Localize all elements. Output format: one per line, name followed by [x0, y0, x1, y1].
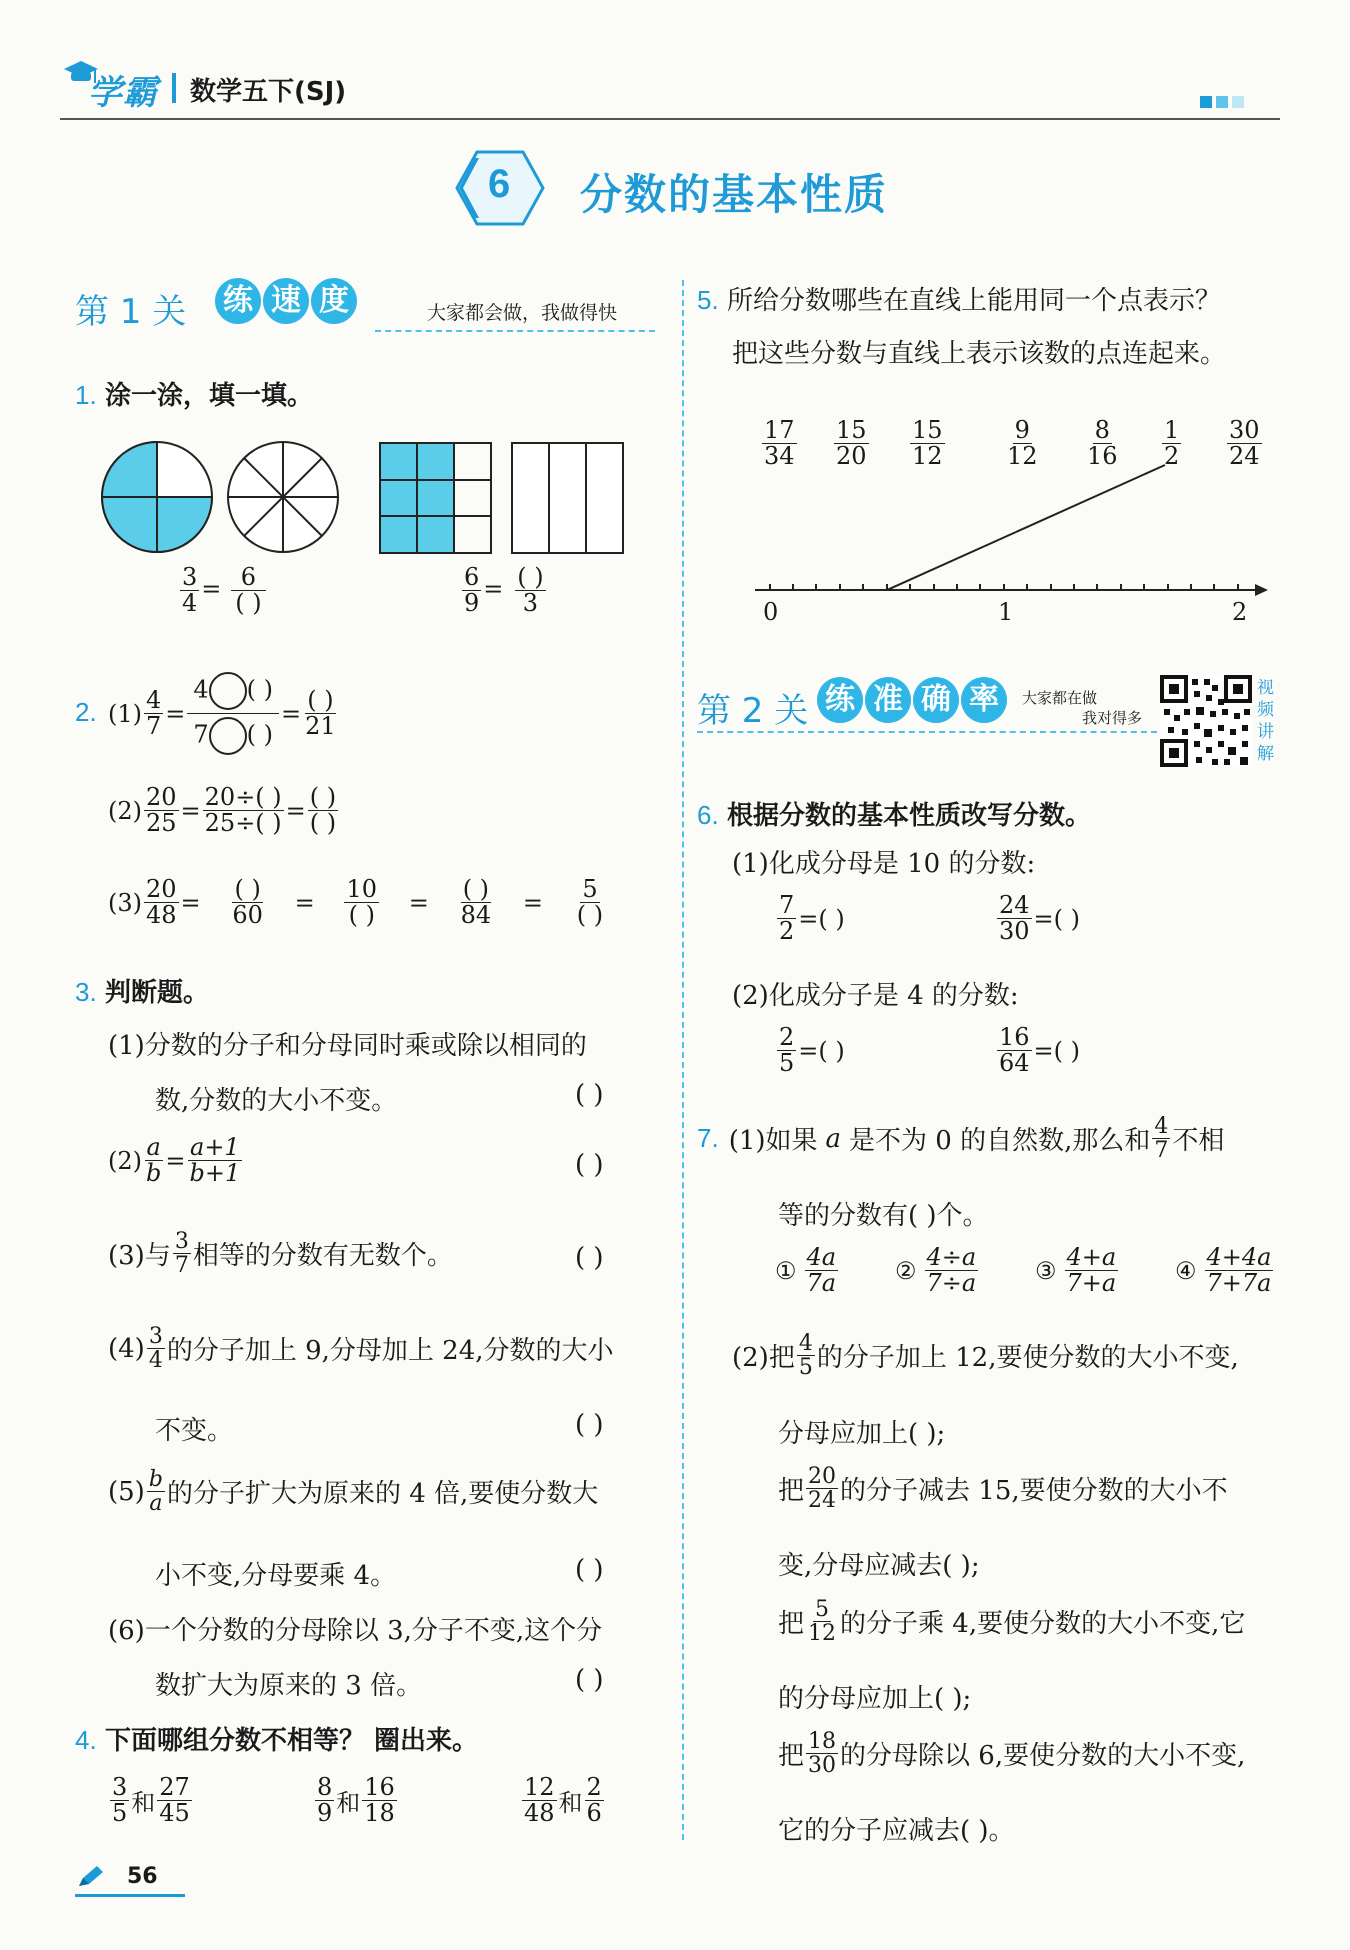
q3-item-1-line1: (1)分数的分子和分母同时乘或除以相同的: [108, 1031, 587, 1061]
axis-label-1: 1: [998, 598, 1014, 626]
q3-item-4: (4) $\frac{3}{4}$ 的分子加上 9,分母加上 24,分数的大小: [108, 1324, 614, 1374]
connecting-line: [887, 465, 1165, 590]
q5-prompt: 5. 所给分数哪些在直线上能用同一个点表示？: [697, 285, 1221, 316]
q1-prompt: 1. 涂一涂，填一填。: [75, 380, 313, 411]
q7-option-1[interactable]: ① $\frac{4a}{7a}$: [775, 1243, 837, 1298]
q3-item-5: (5) $\frac{b}{a}$ 的分子扩大为原来的 4 倍,要使分数大: [108, 1467, 599, 1517]
level1-label: 第 1 关: [75, 292, 187, 332]
axis-label-2: 2: [1232, 598, 1248, 626]
qr-code-icon[interactable]: [1160, 675, 1252, 767]
q6-part-1: (1)化成分母是 10 的分数:: [732, 849, 1036, 879]
q5-prompt-line2: 把这些分数与直线上表示该数的点连起来。: [732, 339, 1227, 369]
footer: [75, 1862, 185, 1902]
q2-number: 2.: [75, 697, 97, 727]
q7-option-4[interactable]: ④ $\frac{4+4a}{7+7a}$: [1175, 1243, 1272, 1298]
q7-sentence-4: 把 $\frac{18}{30}$ 的分母除以 6,要使分数的大小不变,: [778, 1729, 1246, 1779]
q7-sentence-3-line2: 的分母应加上( );: [778, 1684, 972, 1714]
level2-heading: [697, 675, 1282, 770]
thirds-rect: [512, 443, 623, 553]
q3-item-5-line2: 小不变,分母要乘 4。: [155, 1561, 397, 1591]
axis-label-0: 0: [763, 598, 779, 626]
q3-item-6-line1: (6)一个分数的分母除以 3,分子不变,这个分: [108, 1616, 603, 1646]
q6-part-2-item-2: $\frac{16}{64}$ =( ): [999, 1023, 1081, 1078]
q3-item-3: (3)与 $\frac{3}{7}$ 相等的分数有无数个。: [108, 1229, 453, 1279]
shaded-circle: [102, 442, 212, 552]
q5-fraction[interactable]: $\frac{1}{2}$: [1164, 416, 1180, 471]
q5-fraction[interactable]: $\frac{8}{16}$: [1087, 416, 1118, 471]
q7-option-3[interactable]: ③ $\frac{4+a}{7+a}$: [1035, 1243, 1117, 1298]
q1-figures: [100, 438, 640, 558]
q5-fraction[interactable]: $\frac{15}{20}$: [836, 416, 867, 471]
level1-slogan: 大家都会做，我做得快: [427, 302, 618, 324]
q6-part-2: (2)化成分子是 4 的分数:: [732, 981, 1019, 1011]
level2-slogan-2: 我对得多: [1082, 709, 1143, 727]
pencil-icon: [75, 1864, 105, 1890]
q4-pair-3[interactable]: $\frac{12}{48}$ 和 $\frac{2}{6}$: [524, 1773, 602, 1828]
q2-part-3: (3) $\frac{20}{48}$ = $\frac{( )}{60}$ = $\frac{10}{( )}$ = $\frac{( )}{84}$ = $\frac{5}{( )}$: [108, 875, 604, 930]
axis-arrow: [1255, 584, 1268, 596]
answer-blank[interactable]: =( ): [798, 1036, 845, 1065]
q6-part-1-item-1: $\frac{7}{2}$ =( ): [779, 891, 845, 946]
q5-fraction[interactable]: $\frac{30}{24}$: [1229, 416, 1260, 471]
page-number: 56: [127, 1864, 158, 1889]
q3-item-4-line2: 不变。: [155, 1416, 234, 1446]
axis-ticks: [770, 584, 1238, 590]
q5-fraction[interactable]: $\frac{15}{12}$: [912, 416, 943, 471]
q2-part-2: (2) $\frac{20}{25}$ = $\frac{20\div( )}{25\div( )}$ = $\frac{( )}{( )}$: [108, 783, 337, 838]
q4-prompt: 4. 下面哪组分数不相等？ 圈出来。: [75, 1725, 479, 1756]
q7-part-1: 7. (1)如果 a 是不为 0 的自然数,那么和 $\frac{4}{7}$ 不相: [697, 1114, 1225, 1164]
q3-answer-3[interactable]: ( ): [575, 1243, 604, 1273]
q1-equation-1: $\frac{3}{4}$ = $\frac{6}{( )}$: [178, 565, 275, 616]
chapter-title: 分数的基本性质: [580, 170, 889, 219]
q3-answer-6[interactable]: ( ): [575, 1665, 604, 1695]
header-squares: [1200, 93, 1244, 112]
book-title: 数学五下(SJ): [190, 77, 347, 107]
answer-blank[interactable]: =( ): [798, 904, 845, 933]
q7-options: [775, 1245, 1285, 1315]
q5-fraction[interactable]: $\frac{17}{34}$: [764, 416, 795, 471]
q7-part-2-line2: 分母应加上( );: [778, 1419, 946, 1449]
footer-rule: [75, 1894, 185, 1897]
eighths-circle: [228, 442, 338, 552]
q6-prompt: 6. 根据分数的基本性质改写分数。: [697, 800, 1091, 831]
q7-option-2[interactable]: ② $\frac{4\div a}{7\div a}$: [895, 1243, 977, 1298]
q3-prompt: 3. 判断题。: [75, 977, 209, 1008]
q7-part-1-line2: 等的分数有( )个。: [778, 1201, 989, 1231]
header: [60, 55, 1280, 115]
column-divider: [682, 280, 684, 1840]
level2-rule: [697, 731, 1157, 733]
q3-item-1-line2: 数,分数的大小不变。: [155, 1086, 398, 1116]
q1-equation-2: $\frac{6}{9}$ = $\frac{( )}{3}$: [464, 563, 544, 618]
q6-part-2-item-1: $\frac{2}{5}$ =( ): [779, 1023, 845, 1078]
q2-part-1: (1) $\frac{4}{7}$ = $\frac{4 ( )}{7 ( )}$ = $\frac{( )}{21}$: [108, 672, 340, 755]
level1-heading: [75, 278, 655, 338]
answer-blank[interactable]: =( ): [1033, 904, 1081, 933]
answer-blank[interactable]: =( ): [1033, 1036, 1081, 1065]
operator-circle[interactable]: [209, 717, 247, 755]
level1-badge: 练 速 度: [215, 278, 359, 324]
level2-slogan-1: 大家都在做: [1022, 689, 1098, 707]
q6-part-1-item-2: $\frac{24}{30}$ =( ): [999, 891, 1081, 946]
level1-rule: [375, 330, 655, 332]
q3-item-2: (2) $\frac{a}{b}$ = $\frac{a+1}{b+1}$: [108, 1133, 241, 1188]
q3-answer-2[interactable]: ( ): [575, 1150, 604, 1180]
operator-circle[interactable]: [209, 672, 247, 710]
chapter-number: 6: [488, 162, 511, 206]
q3-answer-4[interactable]: ( ): [575, 1410, 604, 1440]
q3-answer-1[interactable]: ( ): [575, 1080, 604, 1110]
q5-fraction[interactable]: $\frac{9}{12}$: [1007, 416, 1038, 471]
chapter-heading: [455, 148, 935, 228]
header-divider: [172, 73, 176, 103]
level2-label: 第 2 关: [697, 691, 809, 731]
logo: 学霸: [88, 73, 158, 113]
shaded-grid: [380, 443, 491, 553]
header-rule: [60, 118, 1280, 120]
qr-label: 视 频 讲 解: [1257, 678, 1274, 764]
q7-part-2: (2)把 $\frac{4}{5}$ 的分子加上 12,要使分数的大小不变,: [732, 1331, 1239, 1381]
q7-sentence-2-line2: 变,分母应减去( );: [778, 1551, 980, 1581]
q3-item-6-line2: 数扩大为原来的 3 倍。: [155, 1671, 423, 1701]
q4-pair-2[interactable]: $\frac{8}{9}$ 和 $\frac{16}{18}$: [317, 1773, 395, 1828]
q7-sentence-2: 把 $\frac{20}{24}$ 的分子减去 15,要使分数的大小不: [778, 1464, 1228, 1514]
q7-sentence-4-line2: 它的分子应减去( )。: [778, 1816, 1015, 1846]
level2-badge: 练 准 确 率: [817, 677, 1009, 723]
q3-answer-5[interactable]: ( ): [575, 1555, 604, 1585]
q7-sentence-3: 把 $\frac{5}{12}$ 的分子乘 4,要使分数的大小不变,它: [778, 1597, 1246, 1647]
q4-pair-1[interactable]: $\frac{3}{5}$ 和 $\frac{27}{45}$: [112, 1773, 190, 1828]
